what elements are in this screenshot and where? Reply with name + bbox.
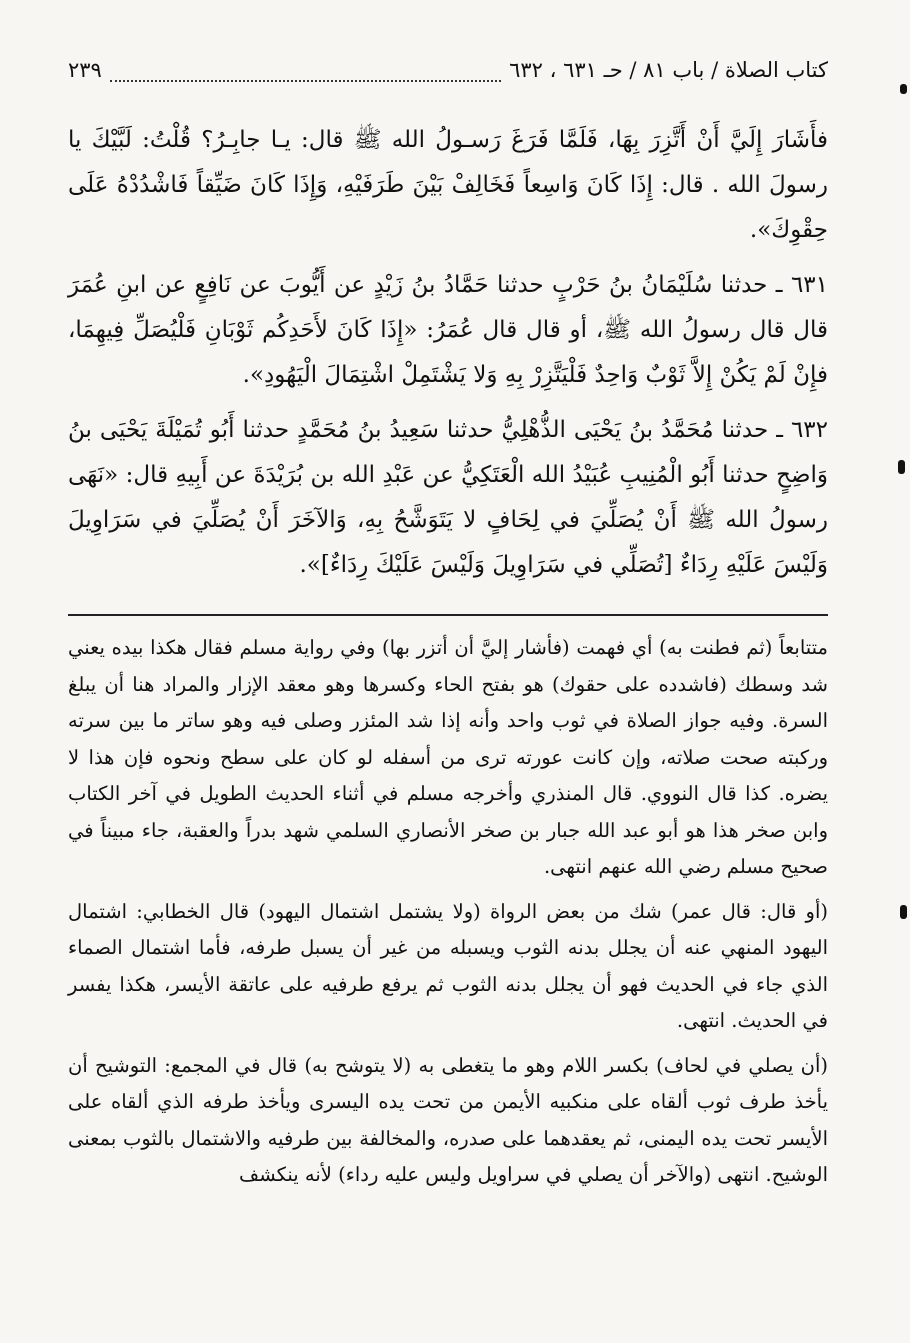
hadith-632: ٦٣٢ ـ حدثنا مُحَمَّدُ بنُ يَحْيَى الذُّهْلِيُّ حدثنا سَعِيدُ بنُ مُحَمَّدٍ حدثنا أَبُو تُمَيْلَةَ يَحْيَى بنُ وَاضِحٍ حدثنا أَبُو الْمُنِيبِ عُبَيْدُ الله الْعَتَكِيُّ عن عَبْدِ الله بن بُرَيْدَةَ عن أَبِيهِ قال: «نَهَى رسولُ الله ﷺ أَنْ يُصَلِّيَ في لِحَافٍ لا يَتَوَشَّحُ بِهِ، وَالآخَرَ أَنْ يُصَلِّيَ في سَرَاوِيلَ وَلَيْسَ عَلَيْهِ رِدَاءٌ [تُصَلِّي في سَرَاوِيلَ وَلَيْسَ عَلَيْكَ رِدَاءٌ]».: [68, 417, 828, 578]
book-page: [68, 58, 828, 1328]
commentary-paragraph-1: متتابعاً (ثم فطنت به) أي فهمت (فأشار إليَّ أن أتزر بها) وفي رواية مسلم فقال هكذا بيده يعني شد وسطك (فاشدده على حقوك) هو بفتح الحاء وكسرها وهو معقد الإزار والمراد هنا أن يبلغ السرة. وفيه جواز الصلاة في ثوب واحد وأنه إذا شد المئزر وصلى فيه وهو ساتر ما بين سرته وركبته صحت صلاته، وإن كانت عورته ترى من أسفله لو كان على سطح ونحوه فإن هذا لا يضره. كذا قال النووي. قال المنذري وأخرجه مسلم في أثناء الحديث الطويل في آخر الكتاب وابن صخر هذا هو أبو عبد الله جبار بن صخر الأنصاري السلمي شهد بدراً والعقبة، جاء مبيناً في صحيح مسلم رضي الله عنهم انتهى.: [68, 636, 828, 878]
margin-ink-mark: [900, 84, 907, 94]
hadith-paragraph: فأَشَارَ إِلَيَّ أَنْ أَتَّزِرَ بِهَا، فَلَمَّا فَرَغَ رَسـولُ الله ﷺ قال: يـا جابِـرُ؟ قُلْتُ: لَبَّيْكَ يا رسولَ الله . قال: إِذَا كَانَ وَاسِعاً فَخَالِفْ بَيْنَ طَرَفَيْهِ، وَإِذَا كَانَ ضَيِّقاً فَاشْدُدْهُ عَلَى حِقْوِكَ».: [68, 127, 828, 243]
page-number: ٢٣٩: [68, 58, 102, 82]
running-header: [68, 58, 828, 92]
running-title: كتاب الصلاة / باب ٨١ / حـ ٦٣١ ، ٦٣٢: [509, 58, 828, 82]
hadith-text: [68, 118, 828, 588]
commentary-paragraph-2: (أو قال: قال عمر) شك من بعض الرواة (ولا يشتمل اشتمال اليهود) قال الخطابي: اشتمال اليهود المنهي عنه أن يجلل بدنه الثوب ويسبله من غير أن يسبل طرفه، فأما اشتمال الصماء الذي جاء في الحديث فهو أن يجلل بدنه الثوب ثم يرفع طرفيه على عاتقة الأيسر، هكذا يفسر في الحديث. انتهى.: [68, 899, 828, 1032]
margin-ink-mark: [898, 460, 905, 474]
commentary-paragraph-3: (أن يصلي في لحاف) بكسر اللام وهو ما يتغطى به (لا يتوشح به) قال في المجمع: التوشيح أن يأخذ طرف ثوب ألقاه على منكبيه الأيمن من تحت يده اليسرى ويأخذ طرفه الذي ألقاه على الأيسر تحت يده اليمنى، ثم يعقدهما على صدره، والمخالفة بين طرفيه والاشتمال بالثوب بمعنى الوشيح. انتهى (والآخر أن يصلي في سراويل وليس عليه رداء) لأنه ينكشف: [68, 1053, 828, 1186]
header-leader-dots: [110, 68, 501, 82]
commentary: [68, 630, 828, 1194]
margin-ink-mark: [900, 905, 907, 919]
hadith-631: ٦٣١ ـ حدثنا سُلَيْمَانُ بنُ حَرْبٍ حدثنا حَمَّادُ بنُ زَيْدٍ عن أَيُّوبَ عن نَافِعٍ عن ابنِ عُمَرَ قال قال رسولُ الله ﷺ، أو قال قال عُمَرُ: «إِذَا كَانَ لأَحَدِكُم ثَوْبَانِ فَلْيُصَلِّ فِيهِمَا، فإِنْ لَمْ يَكُنْ إِلاَّ ثَوْبٌ وَاحِدٌ فَلْيَتَّزِرْ بِهِ وَلا يَشْتَمِلْ اشْتِمَالَ الْيَهُودِ».: [68, 272, 828, 388]
footnote-separator: [68, 614, 828, 616]
